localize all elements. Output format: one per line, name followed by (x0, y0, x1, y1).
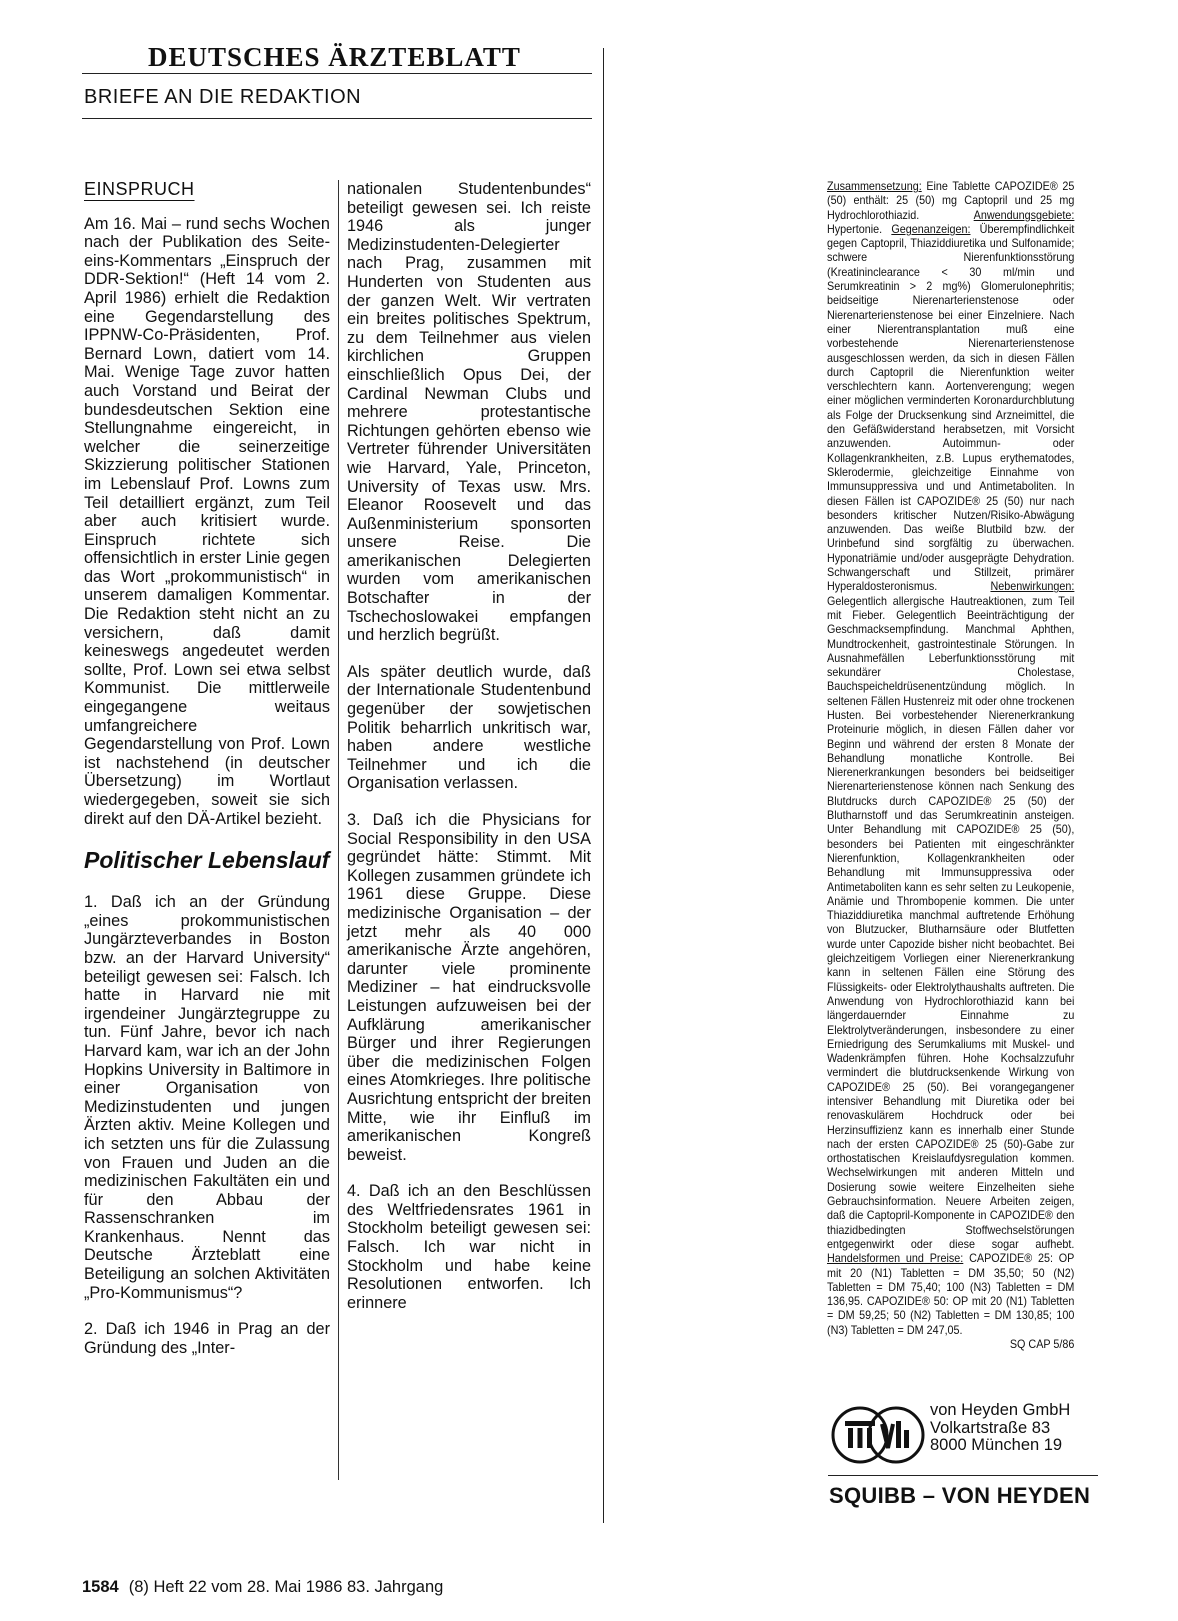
article-subhead: Politischer Lebenslauf (84, 847, 330, 874)
article-paragraph-2-start: 2. Daß ich 1946 in Prag an der Gründung des „Inter- (84, 1320, 330, 1357)
company-street: Volkartstraße 83 (930, 1418, 1051, 1437)
article-paragraph-1: 1. Daß ich an der Gründung „eines prokommunistischen Jungärzteverbandes in Boston bzw. an der Harvard University“ beteiligt gewesen sei: Falsch. Ich hatte in Harvard nie mit irgendeiner Jungärztegruppe zu tun. Fünf Jahre, bevor ich nach Harvard kam, war ich an der John Hopkins University in Baltimore in einer Organisation von Medizinstudenten und jungen Ärzten aktiv. Meine Kollegen und ich setzten uns für die Zulassung von Frauen und Juden an die medizinischen Fakultäten ein und für den Abbau der Rassenschranken im Krankenhaus. Nennt das Deutsche Ärzteblatt eine Beteiligung an solchen Aktivitäten „Pro-Kommunismus“? (84, 893, 330, 1302)
label-indications: Anwendungsgebiete: (973, 208, 1075, 222)
masthead: DEUTSCHES ÄRZTEBLATT (148, 42, 521, 72)
section-title: BRIEFE AN DIE REDAKTION (84, 86, 362, 108)
section-rule (82, 118, 592, 119)
text-indications: Hypertonie. (827, 222, 892, 236)
company-logo (830, 1404, 926, 1466)
article-column-2 (347, 180, 591, 1330)
text-packaging-prices: CAPOZIDE® 25: OP mit 20 (N1) Tabletten = DM 35,50; 50 (N2) Tabletten = DM 75,40; 100 (N3) Tabletten = DM 136,95. CAPOZIDE® 50: OP mit 20 (N1) Tabletten = DM 59,25; 50 (N2) Tabletten = DM 130,85; 100 (N3) Tabletten = DM 247,05. (827, 1252, 1075, 1337)
text-composition: Eine Tablette CAPOZIDE® 25 (50) enthält: 25 (50) mg Captopril und 25 mg Hydrochlorothiazid. (827, 180, 1075, 222)
label-side-effects: Nebenwirkungen: (990, 580, 1075, 594)
article-paragraph-3: 3. Daß ich die Physicians for Social Responsibility in den USA gegründet hätte: Stimmt. Mit Kollegen zusammen gründete ich 1961 diese Gruppe. Diese medizinische Organisation – der jetzt mehr als 40 000 amerikanische Ärzte angehören, darunter viele prominente Mediziner – hat eindrucksvolle Leistungen aufzuweisen bei der Aufklärung amerikanischer Bürger und ihrer Regierungen über die medizinischen Folgen eines Atomkrieges. Ihre politische Ausrichtung entspricht der breiten Mitte, wie ihr Einfluß im amerikanischen Kongreß beweist. (347, 811, 591, 1164)
reference-code: SQ CAP 5/86 (1009, 1338, 1075, 1352)
label-composition: Zusammensetzung: (827, 180, 922, 193)
text-side-effects: Gelegentlich allergische Hautreaktionen, zum Teil mit Fieber. Gelegentlich Beeinträchtigung der Geschmacksempfindung. Manchmal Aphthen, Mundtrockenheit, gastrointestinale Störungen. In Ausnahmefällen Leberfunktionsstörung mit sekundärer Cholestase, Bauchspeicheldrüsenentzündung möglich. In seltenen Fällen Hustenreiz mit oder ohne trockenen Husten. Bei vorbestehender Nierenerkrankung Proteinurie möglich, in diesen Fällen daher vor Beginn und während der ersten 8 Monate der Behandlung monatliche Kontrolle. Bei Nierenerkrankungen besonders bei beidseitiger Nierenarterienstenose können nach Senkung des Blutdrucks durch CAPOZIDE® 25 (50) der Blutharnstoff und das Serumkreatinin ansteigen. Unter Behandlung mit CAPOZIDE® 25 (50), besonders bei Patienten mit eingeschränkter Nierenfunktion, Kollagenkrankheiten oder Behandlung mit Immunsuppressiva oder Antimetaboliten kann es sehr selten zu Leukopenie, Anämie und Thrombopenie kommen. Die unter Thiaziddiuretika manchmal auftretende Erhöhung von Blutzucker, Blutharnsäure oder Blutfetten wurde unter Capozide bisher nicht beobachtet. Bei gleichzeitigem Vorliegen einer Nierenerkrankung kann in seltenen Fällen eine Störung des Flüssigkeits- oder Elektrolythaushalts auftreten. Die Anwendung von Hydrochlorothiazid kann bei längerdauernder Einnahme zu Elektrolytveränderungen, insbesondere zu einer Erniedrigung des Serumkaliums mit Muskel- und Wadenkrämpfen führen. Hohe Kochsalzzufuhr vermindert die blutdrucksenkende Wirkung von CAPOZIDE® 25 (50). Bei vorangegangener intensiver Behandlung mit Diuretika oder bei renovaskulärem Hochdruck oder bei Herzinsuffizienz kann es innerhalb einer Stunde nach der ersten CAPOZIDE® 25 (50)-Gabe zur orthostatischen Kreislaufdysregulation kommen. Wechselwirkungen mit anderen Mitteln und Dosierung sowie weitere Einzelheiten siehe Gebrauchsinformation. Neuere Arbeiten zeigen, daß die Captopril-Komponente in CAPOZIDE® den thiazidbedingten Stoffwechselstörungen entgegenwirkt oder diese sogar aufhebt. (827, 594, 1075, 1251)
brand-rule (828, 1475, 1098, 1476)
masthead-rule (82, 73, 592, 74)
article-column-1 (84, 180, 330, 1375)
article-paragraph-2b: Als später deutlich wurde, daß der Internationale Studentenbund gegenüber der sowjetischen Politik beharrlich unkritisch war, haben andere westliche Teilnehmer und ich die Organisation verlassen. (347, 662, 591, 793)
article-paragraph-2-cont: nationalen Studentenbundes“ beteiligt gewesen sei. Ich reiste 1946 als junger Medizinstudenten-Delegierter nach Prag, zusammen mit Hunderten von Studenten aus der ganzen Welt. Wir vertraten ein breites politisches Spektrum, zu dem Teilnehmer aus vielen kirchlichen Gruppen einschließlich Opus Dei, der Cardinal Newman Clubs und mehrere protestantische Richtungen gehörten ebenso wie Vertreter führender Universitäten wie Harvard, Yale, Princeton, University of Texas usw. Mrs. Eleanor Roosevelt und das Außenministerium sponsorten unsere Reise. Die amerikanischen Delegierten wurden vom amerikanischen Botschafter in der Tschechoslowakei empfangen und herzlich begrüßt. (347, 180, 591, 645)
text-contraindications: Überempfindlichkeit gegen Captopril, Thiaziddiuretika und Sulfonamide; schwere Nierenfunktionsstörung (Kreatininclearance < 30 ml/min und Serumkreatinin > 2 mg%) Glomerulonephritis; beidseitige Nierenarterienstenose oder Nierenarterienstenose bei einer Einzelniere. Nach einer Nierentransplantation muß eine vorbestehende Nierenarterienstenose ausgeschlossen werden, da sich in diesen Fällen durch Captopril die Nierenfunktion weiter verschlechtern kann. Aortenverengung; wegen einer möglichen verminderten Koronardurchblutung als Folge der Drucksenkung sind Arzneimittel, die den Gefäßwiderstand herabsetzen, mit Vorsicht anzuwenden. Autoimmun- oder Kollagenkrankheiten, z.B. Lupus erythematodes, Sklerodermie, gleichzeitige Einnahme von Immunsuppressiva und und Antimetaboliten. In diesen Fällen ist CAPOZIDE® 25 (50) nur nach besonders kritischer Nutzen/Risiko-Abwägung anzuwenden. Das weiße Blutbild bzw. der Urinbefund sind sorgfältig zu überwachen. Hyponatriämie und/oder ausgeprägte Dehydration. Schwangerschaft und Stillzeit, primärer Hyperaldosteronismus. (827, 222, 1075, 594)
article-intro: Am 16. Mai – rund sechs Wochen nach der Publikation des Seite-eins-Kommentars „Einspruch der DDR-Sektion!“ (Heft 14 vom 2. April 1986) erhielt die Redaktion eine Gegendarstellung des IPPNW-Co-Präsidenten, Prof. Bernard Lown, datiert vom 14. Mai. Wenige Tage zuvor hatten auch Vorstand und Beirat der bundesdeutschen Sektion eine Stellungnahme eingereicht, in welcher die seinerzeitige Skizzierung politischer Stationen im Lebenslauf Prof. Lowns zum Teil detailliert ergänzt, zum Teil aber auch kritisiert wurde. Einspruch richtete sich offensichtlich in erster Linie gegen das Wort „prokommunistisch“ in unserem damaligen Kommentar. Die Redaktion steht nicht an zu versichern, daß damit keineswegs angedeutet werden sollte, Prof. Lown sei etwa selbst Kommunist. Die mittlerweile eingegangene weitaus umfangreichere Gegendarstellung von Prof. Lown ist nachstehend (in deutscher Übersetzung) im Wortlaut wiedergegeben, soweit sie sich direkt auf den DÄ-Artikel bezieht. (84, 214, 330, 828)
company-city: 8000 München 19 (930, 1436, 1063, 1454)
product-information (827, 180, 1074, 1352)
issue-info: (8) Heft 22 vom 28. Mai 1986 83. Jahrgang (128, 1578, 444, 1596)
article-paragraph-4: 4. Daß ich an den Beschlüssen des Weltfriedensrates 1961 in Stockholm beteiligt gewesen sei: Falsch. Ich war nicht in Stockholm und habe keine Resolutionen entworfen. Ich erinnere (347, 1182, 591, 1312)
brand-name: SQUIBB – VON HEYDEN (829, 1483, 1091, 1508)
label-packaging-prices: Handelsformen und Preise: (827, 1252, 964, 1266)
column-divider (338, 180, 339, 1480)
company-address (930, 1402, 1070, 1455)
article-heading: EINSPRUCH (84, 179, 195, 199)
page-number: 1584 (82, 1578, 119, 1596)
page-footer (82, 1578, 443, 1597)
page-divider (603, 48, 604, 1523)
company-name: von Heyden GmbH (930, 1401, 1071, 1419)
label-contraindications: Gegenanzeigen: (891, 222, 971, 236)
